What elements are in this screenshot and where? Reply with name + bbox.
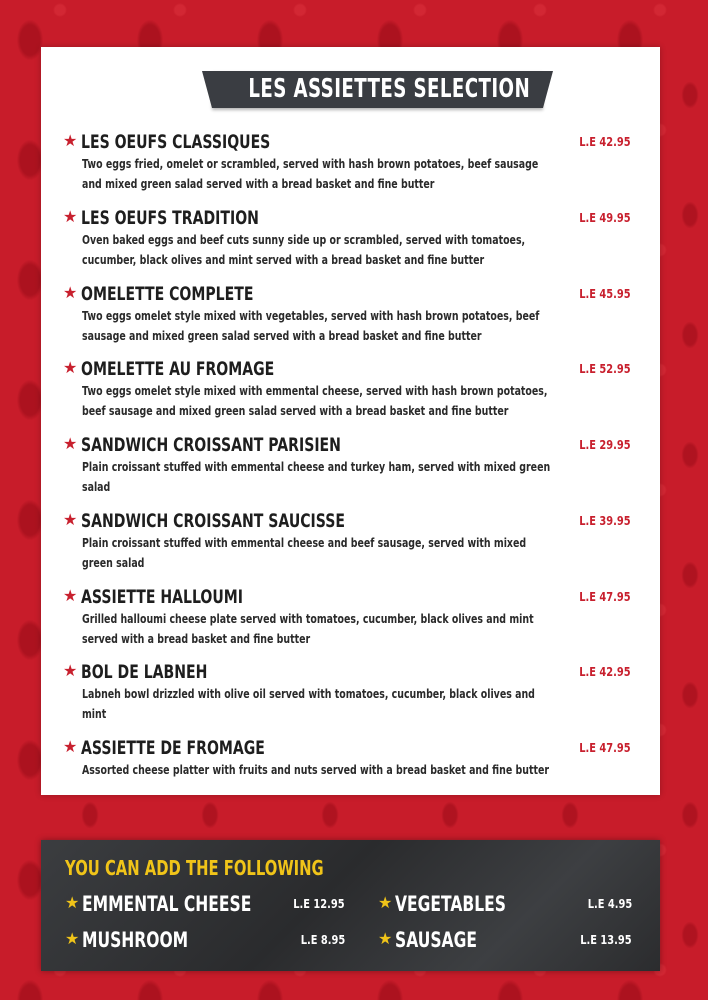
item-price: L.E 49.95	[579, 211, 631, 225]
addon-price: L.E 4.95	[587, 897, 632, 911]
item-name: OMELETTE COMPLETE	[81, 283, 254, 305]
addon-name: VEGETABLES	[395, 892, 506, 916]
menu-item	[63, 586, 643, 646]
item-price: L.E 47.95	[579, 590, 631, 604]
star-icon: ★	[63, 661, 78, 680]
item-name: ASSIETTE DE FROMAGE	[81, 737, 265, 759]
star-icon: ★	[63, 283, 78, 302]
addon-price: L.E 8.95	[300, 933, 345, 947]
addon-item	[378, 927, 632, 953]
star-icon: ★	[378, 893, 393, 912]
menu-item	[63, 510, 643, 570]
addons-panel	[41, 840, 660, 971]
item-description: Assorted cheese platter with fruits and nuts served with a bread basket and fine butter	[82, 762, 549, 777]
addon-name: MUSHROOM	[82, 928, 189, 952]
item-price: L.E 47.95	[579, 741, 631, 755]
addon-item	[65, 891, 345, 917]
item-name: OMELETTE AU FROMAGE	[81, 358, 275, 380]
item-price: L.E 42.95	[579, 135, 631, 149]
menu-item	[63, 358, 643, 418]
item-description: Two eggs omelet style mixed with emmental cheese, served with hash brown potatoes, beef sausage and mixed green salad served with a bread basket and fine butter	[82, 383, 548, 418]
menu-item	[63, 661, 643, 721]
item-price: L.E 42.95	[579, 665, 631, 679]
menu-card	[41, 47, 660, 795]
star-icon: ★	[63, 434, 78, 453]
addon-item	[378, 891, 632, 917]
star-icon: ★	[63, 358, 78, 377]
star-icon: ★	[63, 586, 78, 605]
item-name: LES OEUFS TRADITION	[81, 207, 259, 229]
item-name: SANDWICH CROISSANT SAUCISSE	[81, 510, 346, 532]
item-name: ASSIETTE HALLOUMI	[81, 586, 244, 608]
item-price: L.E 29.95	[579, 438, 631, 452]
menu-item	[63, 434, 643, 494]
menu-item	[63, 131, 643, 191]
menu-item	[63, 283, 643, 343]
menu-item	[63, 737, 643, 777]
item-name: SANDWICH CROISSANT PARISIEN	[81, 434, 341, 456]
addon-name: SAUSAGE	[395, 928, 477, 952]
item-description: Grilled halloumi cheese plate served with tomatoes, cucumber, black olives and mint served with a bread basket and fine butter	[82, 611, 534, 646]
section-title: LES ASSIETTES SELECTION	[248, 74, 531, 104]
item-name: BOL DE LABNEH	[81, 661, 208, 683]
star-icon: ★	[63, 207, 78, 226]
section-title-banner	[212, 71, 543, 108]
star-icon: ★	[65, 929, 80, 948]
menu-item	[63, 207, 643, 267]
star-icon: ★	[378, 929, 393, 948]
addon-item	[65, 927, 345, 953]
star-icon: ★	[63, 510, 78, 529]
item-description: Two eggs omelet style mixed with vegetables, served with hash brown potatoes, beef sausage and mixed green salad served with a bread basket and fine butter	[82, 308, 540, 343]
item-price: L.E 45.95	[579, 287, 631, 301]
item-price: L.E 52.95	[579, 362, 631, 376]
star-icon: ★	[65, 893, 80, 912]
item-name: LES OEUFS CLASSIQUES	[81, 131, 271, 153]
item-description: Oven baked eggs and beef cuts sunny side up or scrambled, served with tomatoes, cucumber, black olives and mint served with a bread basket and fine butter	[82, 232, 526, 267]
item-description: Plain croissant stuffed with emmental cheese and beef sausage, served with mixed green salad	[82, 535, 527, 570]
addons-title: YOU CAN ADD THE FOLLOWING	[65, 856, 324, 880]
item-description: Labneh bowl drizzled with olive oil served with tomatoes, cucumber, black olives and mint	[82, 686, 535, 721]
star-icon: ★	[63, 737, 78, 756]
item-description: Two eggs fried, omelet or scrambled, served with hash brown potatoes, beef sausage and mixed green salad served with a bread basket and fine butter	[82, 156, 539, 191]
addon-name: EMMENTAL CHEESE	[82, 892, 252, 916]
addon-price: L.E 12.95	[293, 897, 345, 911]
item-description: Plain croissant stuffed with emmental cheese and turkey ham, served with mixed green salad	[82, 459, 551, 494]
item-price: L.E 39.95	[579, 514, 631, 528]
star-icon: ★	[63, 131, 78, 150]
addon-price: L.E 13.95	[580, 933, 632, 947]
